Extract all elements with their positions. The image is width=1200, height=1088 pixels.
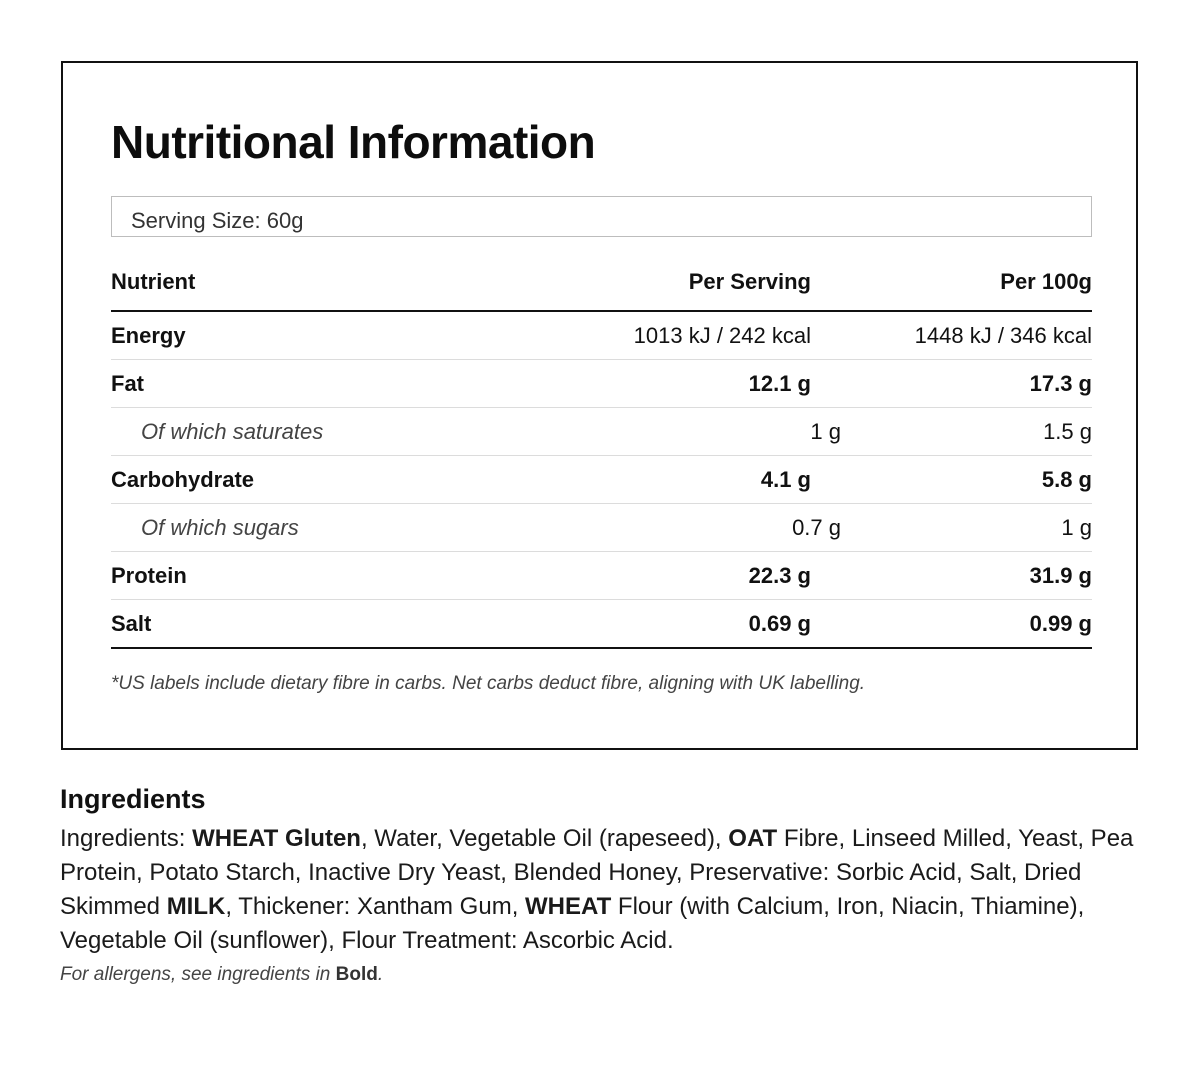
allergen-note-suffix: . — [377, 964, 384, 985]
header-per-serving: Per Serving — [688, 268, 811, 294]
per-100g-value: 31.9 g — [1029, 562, 1092, 588]
ingredients-segment: Ingredients: — [60, 825, 193, 852]
per-serving-value: 4.1 g — [760, 466, 811, 492]
nutrient-name: Carbohydrate — [111, 466, 255, 492]
per-100g-value: 1.5 g — [1043, 418, 1092, 444]
allergen-milk: MILK — [166, 893, 226, 920]
table-row-sugars — [111, 504, 1092, 552]
per-serving-value: 22.3 g — [748, 562, 811, 588]
table-row-carbohydrate — [111, 456, 1092, 504]
header-per-100g: Per 100g — [1000, 268, 1092, 294]
allergen-note — [60, 964, 383, 986]
header-nutrient: Nutrient — [111, 268, 196, 294]
nutrition-table — [111, 253, 1092, 649]
per-serving-value: 0.69 g — [748, 610, 811, 636]
ingredients-segment: , Thickener: Xantham Gum, — [225, 893, 526, 920]
per-100g-value: 0.99 g — [1029, 610, 1092, 636]
allergen-note-prefix: For allergens, see ingredients in — [60, 964, 336, 985]
table-row-salt — [111, 600, 1092, 649]
nutrient-name: Fat — [111, 370, 144, 396]
nutrition-title: Nutritional Information — [111, 116, 596, 168]
nutrient-name: Protein — [111, 562, 187, 588]
nutrient-name: Of which saturates — [141, 418, 324, 444]
ingredients-segment: , Water, Vegetable Oil (rapeseed), — [360, 825, 729, 852]
per-100g-value: 17.3 g — [1029, 370, 1092, 396]
ingredients-segment: Fibre, Linseed Milled, Yeast, Pea Protein, Potato Starch, Inactive Dry Yeast, Blended Honey, Preservative: Sorbic Acid, Salt, Dried Skimmed — [60, 825, 1134, 920]
per-serving-value: 1 g — [810, 418, 841, 444]
nutrient-name: Of which sugars — [141, 514, 299, 540]
table-row-fat — [111, 360, 1092, 408]
per-serving-value: 12.1 g — [748, 370, 811, 396]
per-100g-value: 5.8 g — [1041, 466, 1092, 492]
nutrient-name: Energy — [111, 322, 186, 348]
allergen-oat: OAT — [728, 825, 778, 852]
allergen-wheat: WHEAT — [525, 893, 612, 920]
serving-size-box: Serving Size: 60g — [111, 196, 1092, 237]
table-row-energy — [111, 312, 1092, 360]
nutrition-panel — [61, 61, 1138, 750]
ingredients-segment: Flour (with Calcium, Iron, Niacin, Thiamine), Vegetable Oil (sunflower), Flour Treatment: Ascorbic Acid. — [60, 893, 1085, 954]
carbs-footnote: *US labels include dietary fibre in carbs. Net carbs deduct fibre, aligning with UK labelling. — [111, 673, 866, 694]
per-serving-value: 0.7 g — [792, 514, 841, 540]
per-100g-value: 1448 kJ / 346 kcal — [914, 322, 1092, 348]
table-row-saturates — [111, 408, 1092, 456]
per-100g-value: 1 g — [1061, 514, 1092, 540]
table-header-row — [111, 253, 1092, 312]
per-serving-value: 1013 kJ / 242 kcal — [633, 322, 811, 348]
ingredients-text — [60, 822, 1150, 958]
nutrient-name: Salt — [111, 610, 152, 636]
table-row-protein — [111, 552, 1092, 600]
ingredients-heading: Ingredients — [60, 784, 206, 814]
allergen-note-bold: Bold — [335, 964, 378, 985]
allergen-wheat-gluten: WHEAT Gluten — [192, 825, 361, 852]
